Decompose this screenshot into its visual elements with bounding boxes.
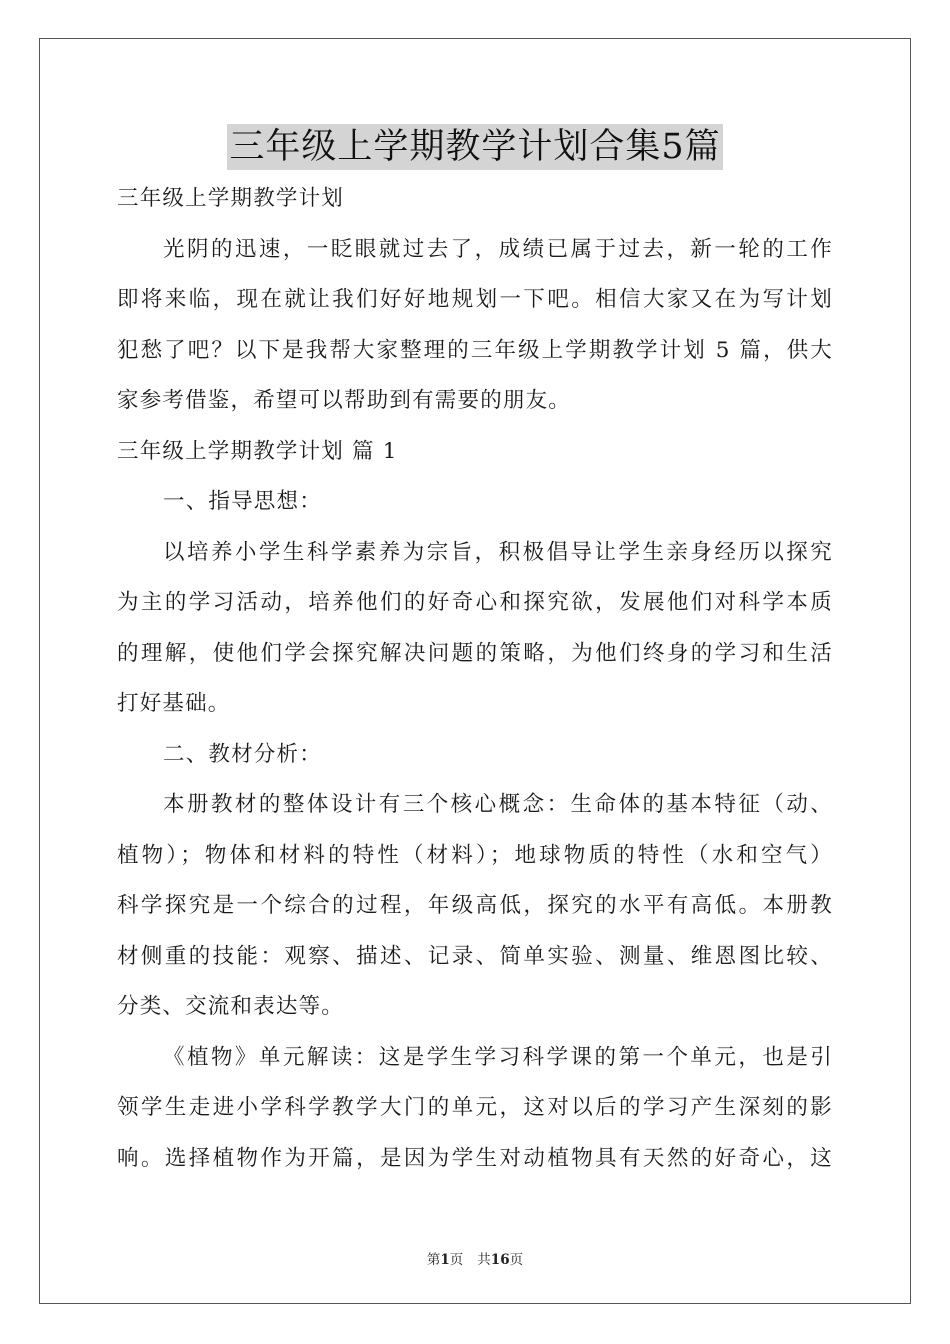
total-pages-number: 16: [490, 1252, 510, 1268]
paragraph-line: 为主的学习活动，培养他们的好奇心和探究欲，发展他们对科学本质: [117, 590, 833, 615]
paragraph-line: 本册教材的整体设计有三个核心概念：生命体的基本特征（动、: [163, 792, 833, 817]
total-prefix: 共: [477, 1252, 491, 1268]
current-page-number: 1: [440, 1252, 450, 1268]
paragraph-line: 响。选择植物作为开篇，是因为学生对动植物具有天然的好奇心，这: [117, 1145, 833, 1171]
paragraph-line: 材侧重的技能：观察、描述、记录、简单实验、测量、维恩图比较、: [117, 943, 833, 969]
paragraph-line: 打好基础。: [117, 691, 231, 716]
paragraph-line: 领学生走进小学科学教学大门的单元，这对以后的学习产生深刻的影: [117, 1095, 833, 1120]
subsection-heading: 二、教材分析：: [163, 741, 322, 767]
paragraph-line: 分类、交流和表达等。: [117, 994, 345, 1019]
subsection-heading: 一、指导思想：: [163, 489, 322, 514]
paragraph-line: 的理解，使他们学会探究解决问题的策略，为他们终身的学习和生活: [117, 640, 833, 666]
page-footer: [0, 1248, 950, 1268]
paragraph-line: 家参考借鉴，希望可以帮助到有需要的朋友。: [117, 388, 572, 413]
paragraph-line: 植物）；物体和材料的特性（材料）；地球物质的特性（水和空气）: [117, 842, 833, 868]
document-title: 三年级上学期教学计划合集5篇: [227, 124, 722, 170]
page-prefix: 第: [426, 1252, 441, 1268]
section-heading: 三年级上学期教学计划 篇 1: [117, 438, 398, 464]
total-suffix: 页: [509, 1252, 524, 1268]
paragraph-line: 犯愁了吧？以下是我帮大家整理的三年级上学期教学计划 5 篇，供大: [117, 337, 833, 363]
document-body: [117, 174, 833, 1184]
paragraph-line: 即将来临，现在就让我们好好地规划一下吧。相信大家又在为写计划: [117, 287, 833, 312]
paragraph-line: 光阴的迅速，一眨眼就过去了，成绩已属于过去，新一轮的工作: [163, 236, 833, 262]
page-suffix: 页: [449, 1252, 464, 1268]
paragraph-line: 科学探究是一个综合的过程，年级高低，探究的水平有高低。本册教: [117, 893, 833, 918]
paragraph-line: 《植物》单元解读：这是学生学习科学课的第一个单元，也是引: [163, 1044, 833, 1070]
section-heading: 三年级上学期教学计划: [117, 186, 345, 211]
paragraph-line: 以培养小学生科学素养为宗旨，积极倡导让学生亲身经历以探究: [163, 539, 833, 565]
title-container: [0, 124, 950, 170]
